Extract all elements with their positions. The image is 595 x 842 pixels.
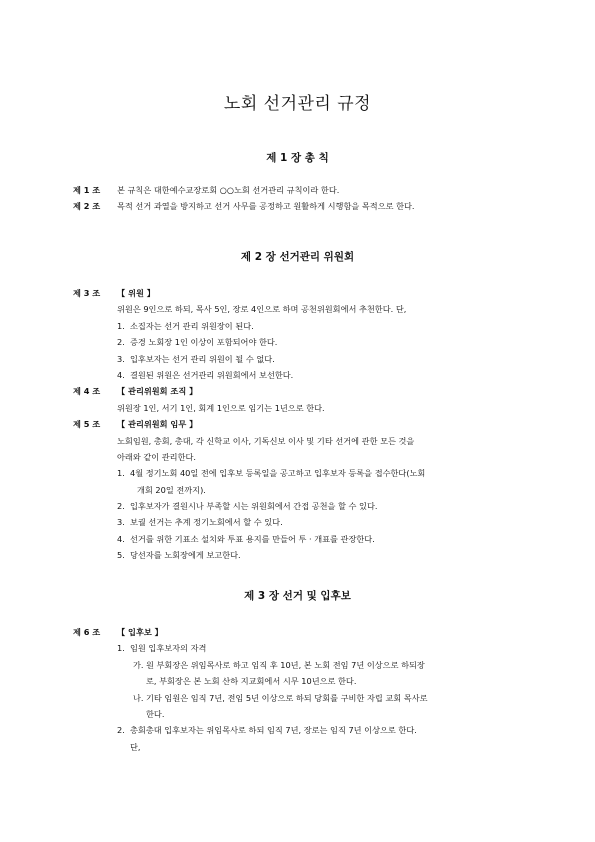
item-number: 1. (117, 320, 125, 331)
article-label: 제 6 조 (73, 627, 101, 637)
sub-item-continuation (0, 673, 595, 689)
article-heading: 【 위원 】 (117, 288, 155, 298)
item-text: 4월 정기노회 40일 전에 입후보 등록일을 공고하고 입후보자 등록을 접수한다(노회 (130, 468, 426, 479)
item-number: 4. (117, 369, 125, 380)
chapter-3-section (0, 624, 595, 755)
item-text: 임원 입후보자의 자격 (130, 643, 207, 654)
chapter-1-title: 제 1 장 총 칙 (266, 152, 329, 164)
list-item (0, 367, 595, 383)
sub-item-number: 나. (133, 692, 144, 703)
article-body: 위원장 1인, 서기 1인, 회계 1인으로 임기는 1년으로 한다. (117, 402, 325, 413)
list-item-continuation (0, 739, 595, 755)
article-label: 제 5 조 (73, 419, 101, 430)
item-text: 당선자를 노회장에게 보고한다. (130, 550, 241, 561)
item-number: 5. (117, 550, 125, 561)
chapter-2-title: 제 2 장 선거관리 위원회 (240, 251, 355, 263)
chapter-2-section (0, 285, 595, 564)
item-number: 2. (117, 337, 125, 348)
item-text: 총회총대 입후보자는 위임목사로 하되 임직 7년, 장로는 임직 7년 이상으로 한다. (130, 725, 417, 736)
item-text: 증경 노회장 1인 이상이 포함되어야 한다. (130, 337, 278, 348)
sub-item (0, 690, 595, 706)
article-4-header (0, 383, 595, 399)
article-body: 노회임원, 총회, 총대, 각 신학교 이사, 기독신보 이사 및 기타 선거에 관한 모든 것을 (117, 435, 415, 446)
sub-item-text: 기타 임원은 임직 7년, 전임 5년 이상으로 하되 당회를 구비한 자립 교회 목사로 (146, 692, 428, 703)
item-text: 보궐 선거는 추계 정기노회에서 할 수 있다. (130, 517, 283, 528)
item-number: 4. (117, 533, 125, 544)
list-item (0, 465, 595, 481)
article-2 (0, 198, 595, 214)
article-5-header (0, 416, 595, 432)
item-text: 소집자는 선거 관리 위원장이 된다. (130, 320, 254, 331)
list-item (0, 498, 595, 514)
list-item (0, 514, 595, 530)
item-text: 개회 20일 전까지). (137, 484, 206, 495)
sub-item-text: 원 부회장은 위임목사로 하고 임직 후 10년, 본 노회 전임 7년 이상으로 하되장 (146, 659, 425, 670)
list-item (0, 334, 595, 350)
item-number: 3. (117, 353, 125, 364)
article-body: 위원은 9인으로 하되, 목사 5인, 장로 4인으로 하며 공천위원회에서 추천한다. 단, (117, 304, 407, 315)
article-heading: 【 관리위원회 임무 】 (117, 419, 198, 430)
sub-item (0, 657, 595, 673)
list-item (0, 531, 595, 547)
document-title: 노회 선거관리 규정 (223, 94, 372, 114)
sub-item-continuation (0, 706, 595, 722)
item-number: 1. (117, 468, 125, 479)
article-text: 본 규칙은 대한예수교장로회 ○○노회 선거관리 규칙이라 한다. (117, 185, 340, 195)
article-4-body (0, 400, 595, 416)
list-item (0, 640, 595, 656)
item-text: 선거를 위한 기표소 설치와 투표 용지를 만들어 투 · 개표를 관장한다. (130, 533, 375, 544)
list-item-continuation (0, 482, 595, 498)
article-label: 제 4 조 (73, 386, 101, 397)
article-text: 목적 선거 과열을 방지하고 선거 사무를 공정하고 원활하게 시행함을 목적으로 한다. (117, 201, 415, 212)
item-number: 2. (117, 725, 125, 736)
item-number: 2. (117, 501, 125, 512)
article-6-header (0, 624, 595, 640)
item-number: 1. (117, 643, 125, 654)
article-heading: 【 관리위원회 조직 】 (117, 386, 198, 397)
article-3-header (0, 285, 595, 301)
item-number: 3. (117, 517, 125, 528)
article-3-body (0, 301, 595, 317)
item-text: 입후보자는 선거 관리 위원이 될 수 없다. (130, 353, 275, 364)
article-heading: 【 입후보 】 (117, 627, 163, 637)
chapter-3-title: 제 3 장 선거 및 입후보 (244, 590, 351, 602)
article-5-body (0, 449, 595, 465)
article-5-body (0, 433, 595, 449)
list-item (0, 351, 595, 367)
item-text: 결원된 위원은 선거관리 위원회에서 보선한다. (130, 369, 294, 380)
list-item (0, 318, 595, 334)
item-text: 입후보자가 결원시나 부족할 시는 위원회에서 간접 공천을 할 수 있다. (130, 501, 378, 512)
list-item (0, 722, 595, 738)
item-text: 단, (130, 741, 141, 752)
article-label: 제 1 조 (73, 185, 101, 195)
sub-item-text: 한다. (146, 708, 165, 719)
sub-item-text: 로, 부회장은 본 노회 산하 지교회에서 시무 10년으로 한다. (146, 676, 357, 687)
article-body: 아래와 같이 관리한다. (117, 451, 196, 462)
list-item (0, 547, 595, 563)
article-label: 제 3 조 (73, 288, 101, 298)
article-label: 제 2 조 (73, 201, 101, 212)
chapter-1-section (0, 182, 595, 215)
article-1 (0, 182, 595, 198)
sub-item-number: 가. (133, 659, 144, 670)
